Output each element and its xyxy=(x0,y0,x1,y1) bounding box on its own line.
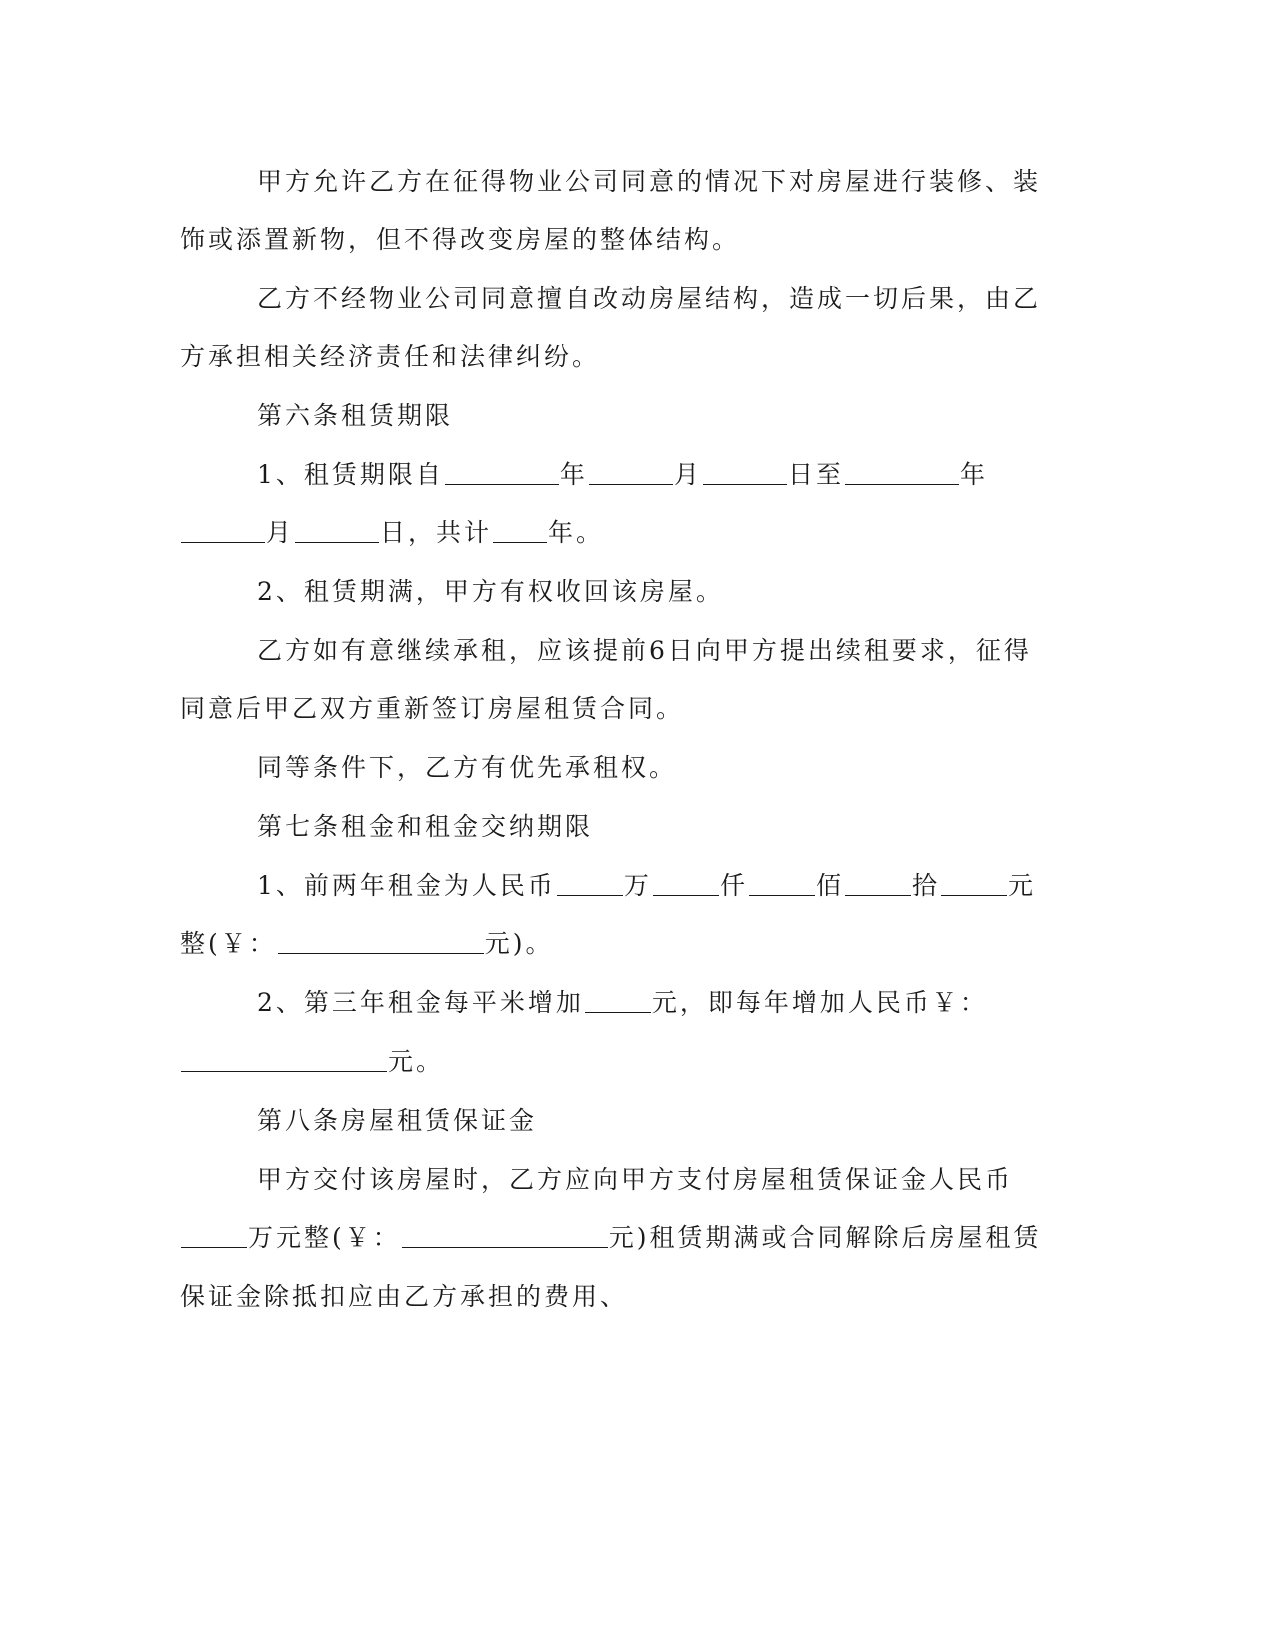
term-line-1 xyxy=(0,458,1275,492)
paragraph-line: 同等条件下，乙方有优先承租权。 xyxy=(257,753,678,782)
paragraph-line: 同意后甲乙双方重新签订房屋租赁合同。 xyxy=(180,694,685,723)
rent-line-2 xyxy=(0,927,1275,961)
unit-shi: 拾 xyxy=(911,871,940,900)
unit-month: 月 xyxy=(266,518,295,547)
unit-qian: 仟 xyxy=(719,871,748,900)
blank-field xyxy=(589,458,673,485)
blank-field xyxy=(557,869,623,896)
paragraph-line: 乙方如有意继续承租，应该提前6日向甲方提出续租要求，征得 xyxy=(257,636,1032,665)
unit-year: 年 xyxy=(559,460,588,489)
deposit-rest: 元)租赁期满或合同解除后房屋租赁 xyxy=(608,1223,1042,1252)
section-heading: 第六条租赁期限 xyxy=(257,401,454,430)
section-heading: 第七条租金和租金交纳期限 xyxy=(257,812,594,841)
blank-field xyxy=(845,869,911,896)
blank-field xyxy=(585,986,651,1013)
unit-day-to: 日至 xyxy=(787,460,844,489)
paragraph-line: 2、租赁期满，甲方有权收回该房屋。 xyxy=(257,577,724,606)
unit-day-total: 日，共计 xyxy=(380,518,493,547)
paragraph-line: 甲方交付该房屋时，乙方应向甲方支付房屋租赁保证金人民币 xyxy=(257,1165,1014,1194)
term-line-2 xyxy=(0,516,1275,550)
blank-field xyxy=(445,458,559,485)
paragraph-line: 保证金除抵扣应由乙方承担的费用、 xyxy=(180,1282,629,1311)
rent-amount-label: 整(￥： xyxy=(180,929,277,958)
unit-year-end: 年。 xyxy=(548,518,605,547)
unit-yuan: 元 xyxy=(1007,871,1036,900)
paragraph-line: 饰或添置新物，但不得改变房屋的整体结构。 xyxy=(180,225,741,254)
term-label: 1、租赁期限自 xyxy=(257,460,444,489)
unit-bai: 佰 xyxy=(815,871,844,900)
rent-label: 1、前两年租金为人民币 xyxy=(257,871,556,900)
blank-field xyxy=(845,458,959,485)
unit-month: 月 xyxy=(673,460,702,489)
blank-field xyxy=(181,516,265,543)
blank-field xyxy=(703,458,787,485)
rent-increase-text: 元，即每年增加人民币￥： xyxy=(651,988,988,1017)
blank-field xyxy=(653,869,719,896)
blank-field xyxy=(402,1221,608,1248)
paragraph-line: 方承担相关经济责任和法律纠纷。 xyxy=(180,342,601,371)
unit-yuan-end: 元。 xyxy=(388,1047,445,1076)
paragraph-line: 甲方允许乙方在征得物业公司同意的情况下对房屋进行装修、装 xyxy=(257,167,1042,196)
deposit-label: 万元整(￥： xyxy=(248,1223,401,1252)
blank-field xyxy=(181,1221,247,1248)
rent-line-3 xyxy=(0,986,1275,1020)
paragraph-line: 乙方不经物业公司同意擅自改动房屋结构，造成一切后果，由乙 xyxy=(257,284,1042,313)
blank-field xyxy=(493,516,547,543)
rent-increase-label: 2、第三年租金每平米增加 xyxy=(257,988,584,1017)
blank-field xyxy=(181,1045,387,1072)
section-heading: 第八条房屋租赁保证金 xyxy=(257,1106,538,1135)
rent-line-1 xyxy=(0,869,1275,903)
blank-field xyxy=(941,869,1007,896)
deposit-line xyxy=(0,1221,1275,1255)
blank-field xyxy=(278,927,484,954)
unit-yuan-close: 元)。 xyxy=(484,929,554,958)
unit-year: 年 xyxy=(959,460,988,489)
unit-wan: 万 xyxy=(623,871,652,900)
blank-field xyxy=(295,516,379,543)
blank-field xyxy=(749,869,815,896)
rent-line-4 xyxy=(0,1045,1275,1079)
